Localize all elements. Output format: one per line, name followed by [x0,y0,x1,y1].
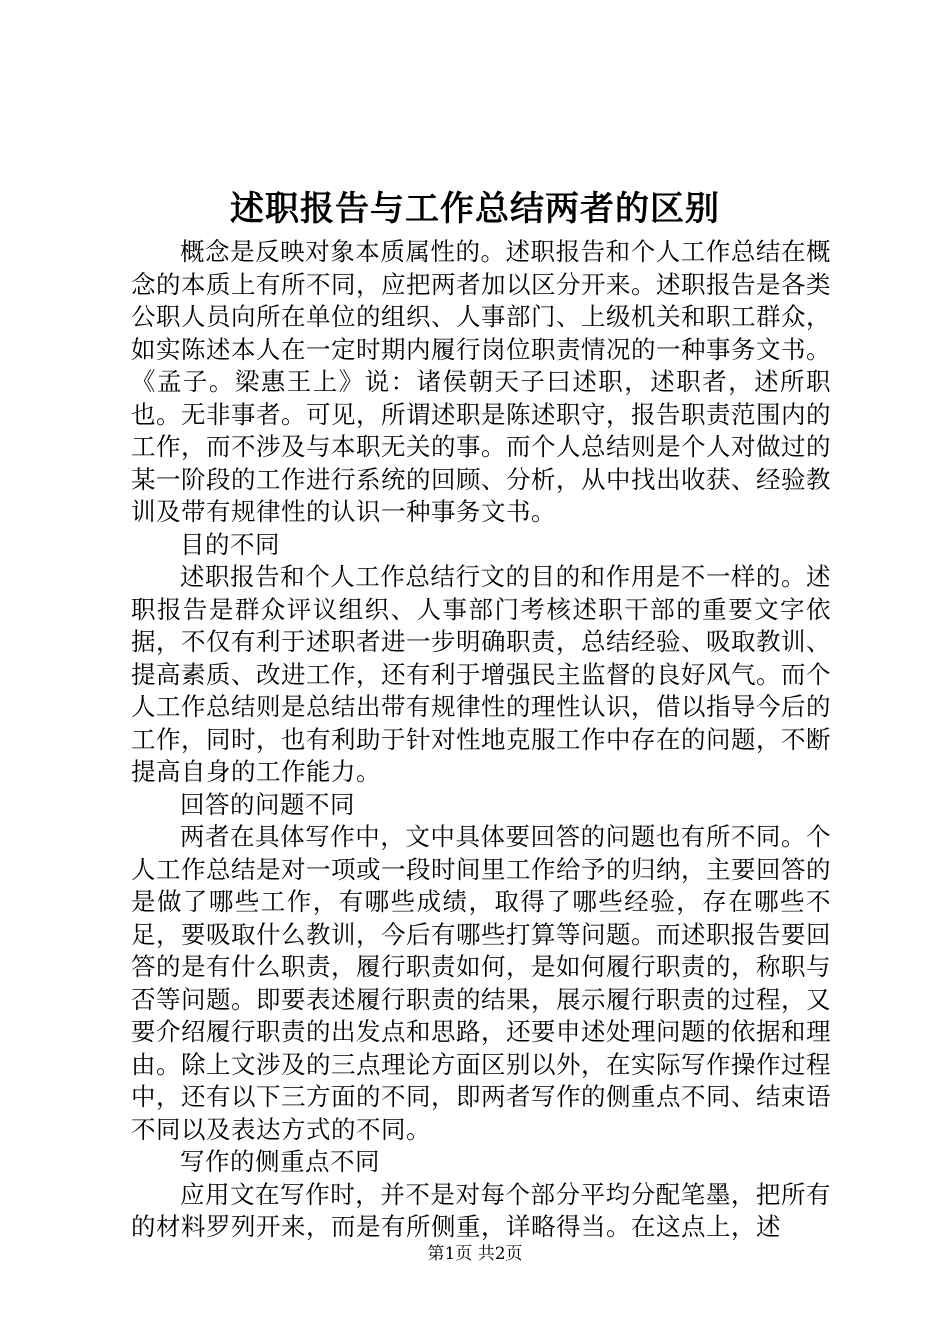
paragraph-purpose: 述职报告和个人工作总结行文的目的和作用是不一样的。述职报告是群众评议组织、人事部门考核述职干部的重要文字依据，不仅有利于述职者进一步明确职责，总结经验、吸取教训、提高素质、改进工作，还有利于增强民主监督的良好风气。而个人工作总结则是总结出带有规律性的理性认识，借以指导今后的工作，同时，也有利助于针对性地克服工作中存在的问题，不断提高自身的工作能力。 [131,562,831,786]
paragraph-focus: 应用文在写作时，并不是对每个部分平均分配笔墨，把所有的材料罗列开来，而是有所侧重，详略得当。在这点上，述 [131,1179,831,1241]
section-heading-questions: 回答的问题不同 [180,789,355,819]
paragraph-questions: 两者在具体写作中，文中具体要回答的问题也有所不同。个人工作总结是对一项或一段时间里工作给予的归纳，主要回答的是做了哪些工作，有哪些成绩，取得了哪些经验，存在哪些不足，要吸取什么教训，今后有哪些打算等问题。而述职报告要回答的是有什么职责，履行职责如何，是如何履行职责的，称职与否等问题。即要表述履行职责的结果，展示履行职责的过程，又要介绍履行职责的出发点和思路，还要申述处理问题的依据和理由。除上文涉及的三点理论方面区别以外，在实际写作操作过程中，还有以下三方面的不同，即两者写作的侧重点不同、结束语不同以及表达方式的不同。 [131,822,831,1144]
section-heading-purpose: 目的不同 [180,529,280,559]
page-number-footer: 第1页 共2页 [427,1244,523,1264]
document-body [131,236,831,1244]
section-heading-focus: 写作的侧重点不同 [180,1147,380,1176]
paragraph-concept: 概念是反映对象本质属性的。述职报告和个人工作总结在概念的本质上有所不同，应把两者加以区分开来。述职报告是各类公职人员向所在单位的组织、人事部门、上级机关和职工群众，如实陈述本人在一定时期内履行岗位职责情况的一种事务文书。《孟子。梁惠王上》说：诸侯朝天子曰述职，述职者，述所职也。无非事者。可见，所谓述职是陈述职守，报告职责范围内的工作，而不涉及与本职无关的事。而个人总结则是个人对做过的某一阶段的工作进行系统的回顾、分析，从中找出收获、经验教训及带有规律性的认识一种事务文书。 [131,237,831,526]
document-title: 述职报告与工作总结两者的区别 [230,189,720,229]
